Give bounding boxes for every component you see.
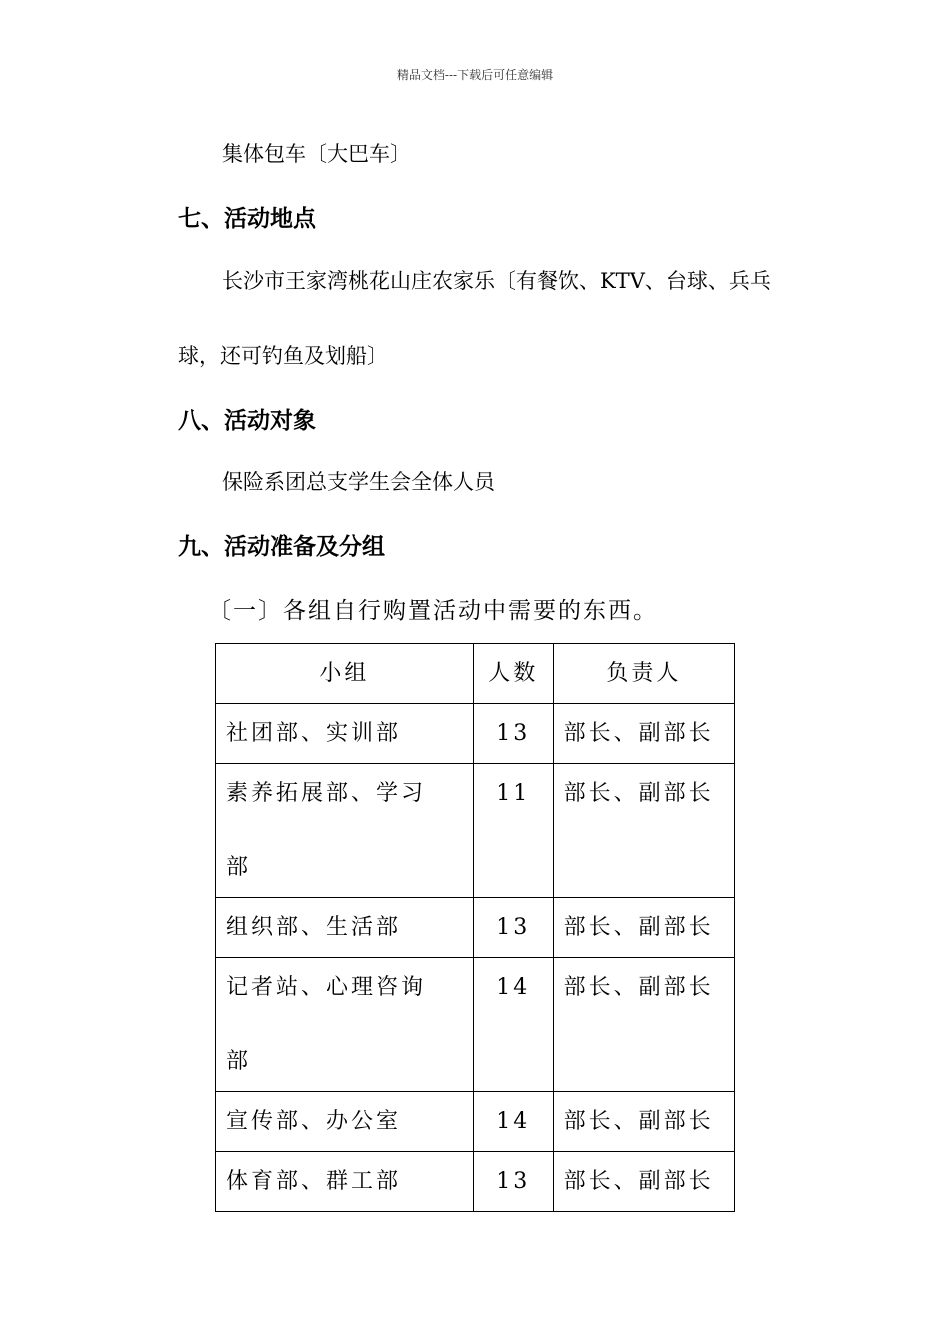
location-line-1: 长沙市王家湾桃花山庄农家乐〔有餐饮、KTV、台球、兵乓 xyxy=(222,269,771,293)
group-cell: 宣传部、办公室 xyxy=(226,1109,402,1134)
leader-cell: 部长、副部长 xyxy=(563,721,714,746)
table-row xyxy=(216,958,735,1092)
group-cell: 组织部、生活部 xyxy=(226,915,402,940)
table-row xyxy=(216,1152,735,1212)
count-cell: 14 xyxy=(496,1109,531,1134)
count-cell: 13 xyxy=(496,1169,531,1194)
table-row xyxy=(216,764,735,898)
table-row xyxy=(216,898,735,958)
group-cell: 社团部、实训部 xyxy=(226,721,402,746)
group-cell: 记者站、心理咨询 xyxy=(226,975,427,1000)
group-cell: 素养拓展部、学习 xyxy=(226,781,427,806)
participants-text: 保险系团总支学生会全体人员 xyxy=(222,470,495,494)
section-9-heading: 九、活动准备及分组 xyxy=(178,534,385,560)
group-cell: 体育部、群工部 xyxy=(226,1169,402,1194)
leader-cell: 部长、副部长 xyxy=(563,975,714,1000)
page-header: 精品文档---下载后可任意编辑 xyxy=(396,68,554,82)
leader-cell: 部长、副部长 xyxy=(563,1109,714,1134)
section-7-heading: 七、活动地点 xyxy=(178,206,316,232)
leader-cell: 部长、副部长 xyxy=(563,781,714,806)
preparation-intro: 〔一〕各组自行购置活动中需要的东西。 xyxy=(208,598,658,624)
section-8-heading: 八、活动对象 xyxy=(178,408,316,434)
location-line-2: 球，还可钓鱼及划船〕 xyxy=(178,344,388,368)
table-row xyxy=(216,704,735,764)
leader-cell: 部长、副部长 xyxy=(563,1169,714,1194)
header-leader: 负责人 xyxy=(606,661,682,686)
table-header-row xyxy=(216,644,735,704)
count-cell: 13 xyxy=(496,721,531,746)
group-cell-line-2: 部 xyxy=(226,1049,252,1074)
count-cell: 13 xyxy=(496,915,531,940)
header-group: 小组 xyxy=(319,661,370,686)
transport-text: 集体包车〔大巴车〕 xyxy=(222,142,411,166)
table-row xyxy=(216,1092,735,1152)
header-count: 人数 xyxy=(488,661,539,686)
group-cell-line-2: 部 xyxy=(226,855,252,880)
count-cell: 14 xyxy=(496,975,531,1000)
count-cell: 11 xyxy=(496,781,531,806)
leader-cell: 部长、副部长 xyxy=(563,915,714,940)
group-table xyxy=(215,643,735,1212)
